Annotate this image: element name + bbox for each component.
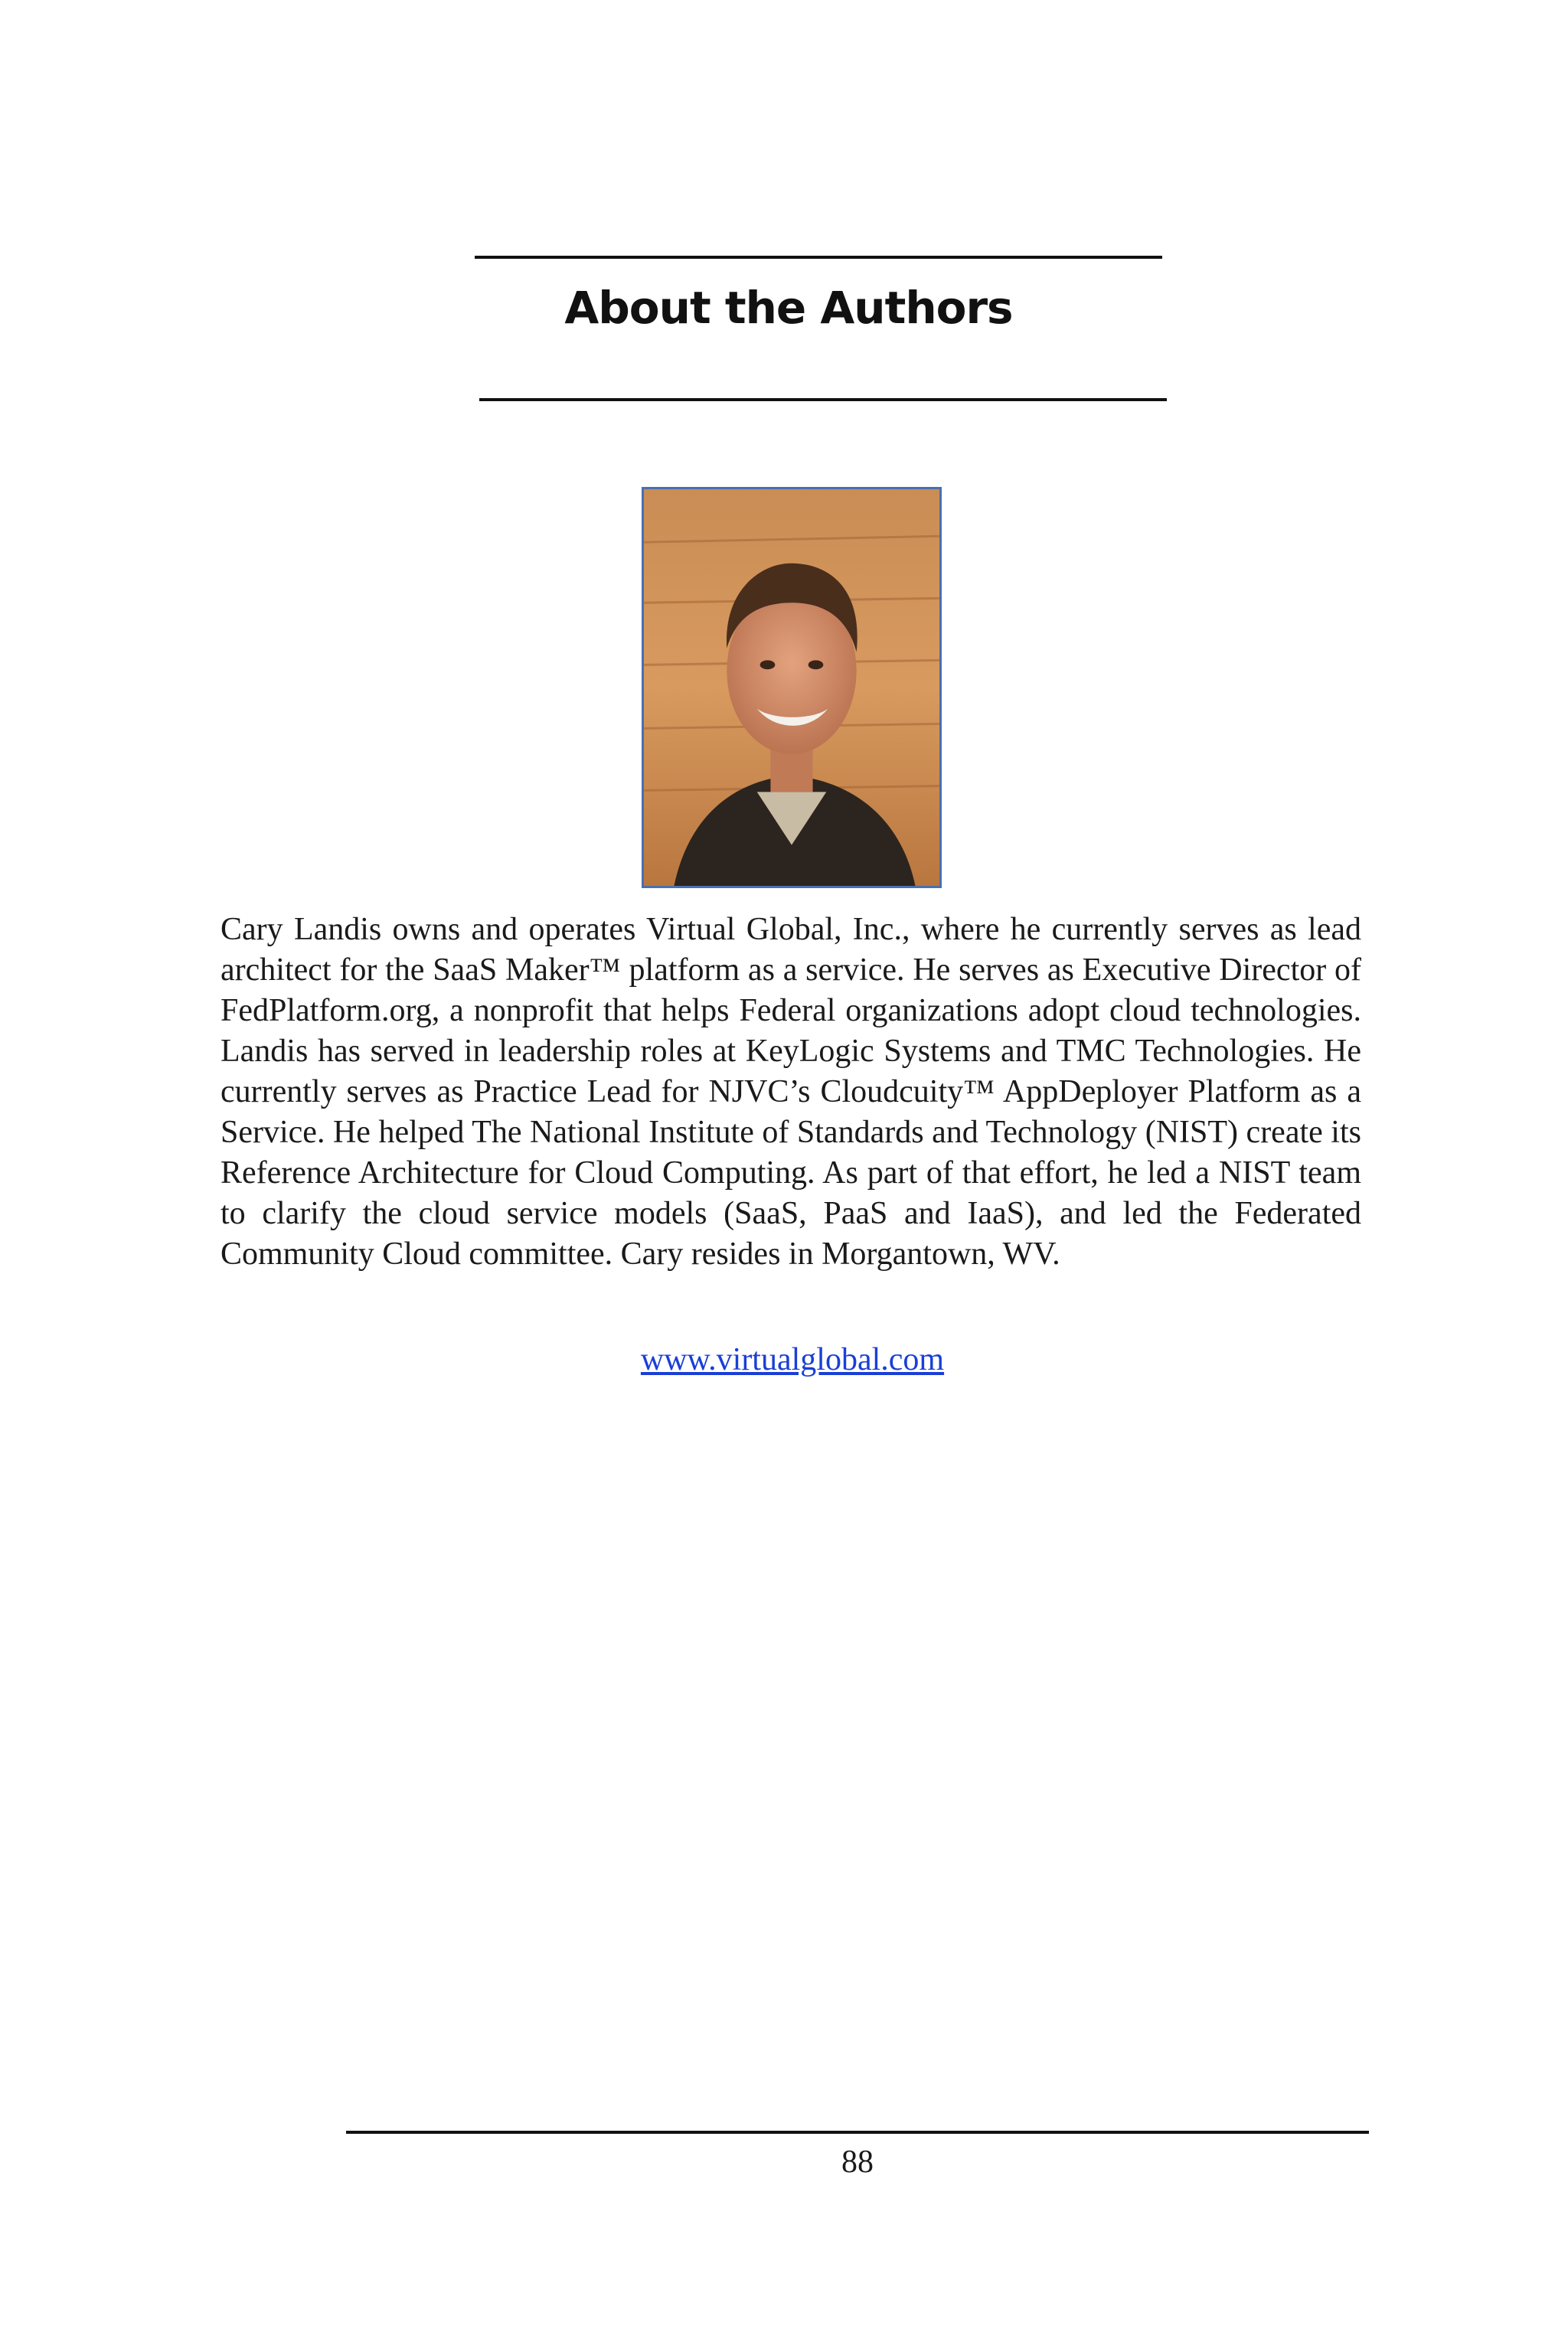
- heading-bottom-rule: [479, 398, 1167, 401]
- author-portrait-icon: [644, 489, 939, 886]
- author-bio: Cary Landis owns and operates Virtual Global, Inc., where he currently serves as lead architect for the SaaS Maker™ platform as a service. He serves as Executive Director of FedPlatform.org, a nonprofit that helps Federal organizations adopt cloud technologies. Landis has served in leadership roles at KeyLogic Systems and TMC Technologies. He currently serves as Practice Lead for NJVC’s Cloudcuity™ AppDeployer Platform as a Service. He helped The National Institute of Standards and Technology (NIST) create its Reference Architecture for Cloud Computing. As part of that effort, he led a NIST team to clarify the cloud service models (SaaS, PaaS and IaaS), and led the Federated Community Cloud committee. Cary resides in Morgantown, WV.: [220, 912, 1361, 1272]
- heading-top-rule: [475, 256, 1162, 259]
- page-title: About the Authors: [564, 282, 1013, 334]
- footer-rule: [346, 2131, 1369, 2134]
- website-link[interactable]: www.virtualglobal.com: [640, 1342, 945, 1377]
- author-photo: [642, 487, 942, 888]
- website-link-container: [0, 1341, 1568, 1378]
- page-number: 88: [841, 2145, 874, 2180]
